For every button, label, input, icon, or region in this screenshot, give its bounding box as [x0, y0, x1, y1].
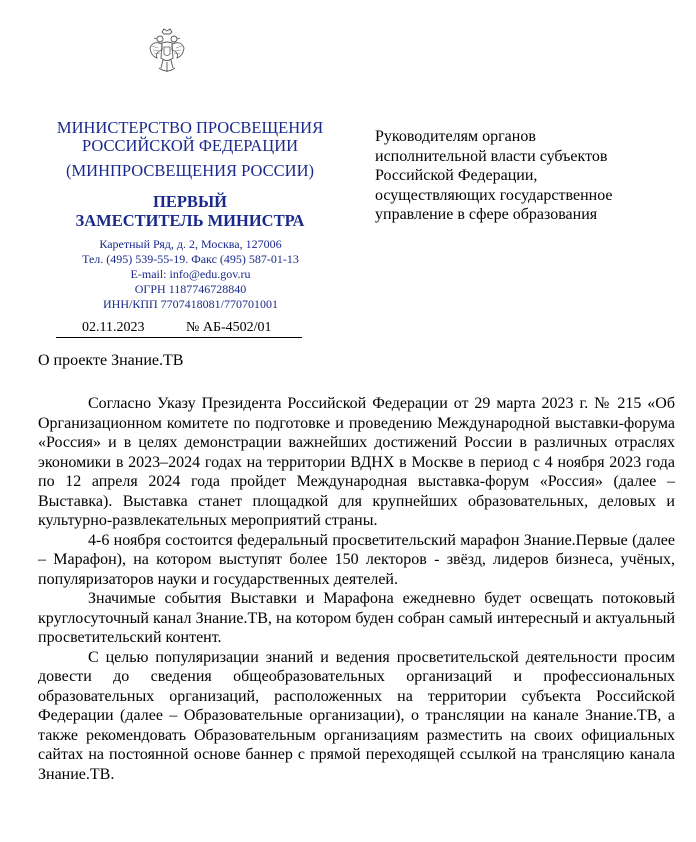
- ministry-short-name: (МИНПРОСВЕЩЕНИЯ РОССИИ): [65, 161, 314, 180]
- body-paragraph: С целью популяризации знаний и ведения просветительской деятельности просим довести до сведения общеобразовательных организаций и профессиональных образовательных организаций, расположенных на территории субъекта Российской Федерации (далее – Образовательные организации), о трансляции на канале Знание.ТВ, а также рекомендовать Образовательным организациям разместить на своих официальных сайтах на постоянной основе баннер с прямой переходящей ссылкой на трансляцию канала Знание.ТВ.: [38, 648, 675, 783]
- addressee-line: управление в сфере образования: [375, 206, 598, 224]
- addressee-line: осуществляющих государственное: [375, 186, 613, 204]
- contact-block: [40, 237, 341, 312]
- addressee-block: [375, 127, 675, 225]
- inn-kpp: ИНН/КПП 7707418081/770701001: [102, 297, 278, 311]
- position-line1: ПЕРВЫЙ: [153, 192, 227, 211]
- addressee-line: исполнительной власти субъектов: [375, 147, 608, 165]
- ministry-name-line2: РОССИЙСКОЙ ФЕДЕРАЦИИ: [81, 136, 299, 155]
- letter-body: [38, 394, 675, 784]
- ministry-name: [40, 119, 340, 155]
- letter-subject: О проекте Знание.ТВ: [38, 352, 184, 369]
- addressee-line: Руководителям органов: [375, 128, 536, 145]
- email: E-mail: info@edu.gov.ru: [130, 267, 251, 281]
- ogrn: ОГРН 1187746728840: [134, 282, 247, 296]
- address: Каретный Ряд, д. 2, Москва, 127006: [99, 237, 282, 251]
- registration-number: № АБ-4502/01: [174, 320, 302, 338]
- body-paragraph: Согласно Указу Президента Российской Федерации от 29 марта 2023 г. № 215 «Об Организационном комитете по подготовке и проведению Международной выставки-форума «Россия» и в целях демонстрации важнейших достижений России в различных отраслях экономики в 2023–2024 годах на территории ВДНХ в Москве в период с 4 ноября 2023 года по 12 апреля 2024 года пройдет Международная выставка-форум «Россия» (далее – Выставка). Выставка станет площадкой для крупнейших образовательных, деловых и культурно-развлекательных мероприятий страны.: [38, 395, 675, 529]
- body-paragraph: Значимые события Выставки и Марафона ежедневно будет освещать потоковый круглосуточный канал Знание.ТВ, на котором буден собран самый интересный и актуальный просветительский контент.: [38, 590, 675, 646]
- registration-date: 02.11.2023: [56, 320, 176, 338]
- body-paragraph: 4-6 ноября состоится федеральный просветительский марафон Знание.Первые (далее – Марафон), на котором выступят более 150 лекторов - звёзд, лидеров бизнеса, учёных, популяризаторов науки и государственных деятелей.: [38, 531, 675, 588]
- phone-fax: Тел. (495) 539-55-19. Факс (495) 587-01-13: [82, 252, 299, 266]
- ministry-name-line1: МИНИСТЕРСТВО ПРОСВЕЩЕНИЯ: [56, 118, 324, 137]
- position-line2: ЗАМЕСТИТЕЛЬ МИНИСТРА: [75, 211, 305, 230]
- russian-coat-of-arms-icon: [148, 28, 186, 74]
- signatory-position: [40, 192, 340, 230]
- addressee-line: Российской Федерации,: [375, 167, 538, 185]
